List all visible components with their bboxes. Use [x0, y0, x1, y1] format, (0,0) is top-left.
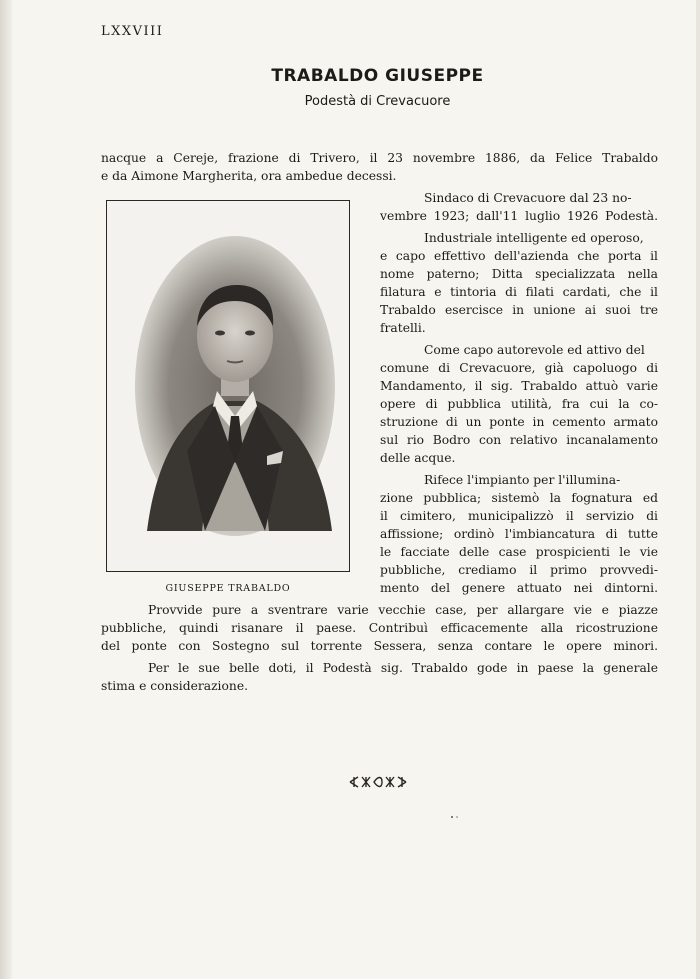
- text-line: filatura e tintoria di filati cardati, che il: [380, 285, 658, 299]
- text-line: fratelli.: [380, 321, 426, 335]
- text-line: e da Aimone Margherita, ora ambedue decessi.: [101, 169, 397, 183]
- text-line: Come capo autorevole ed attivo del: [424, 343, 645, 357]
- print-speck-icon: [450, 815, 464, 819]
- page-subtitle: Podestà di Crevacuore: [304, 94, 451, 109]
- text-line: zione pubblica; sistemò la fognatura ed: [380, 491, 658, 505]
- text-line: Sindaco di Crevacuore dal 23 no-: [424, 191, 632, 205]
- text-line: e capo effettivo dell'azienda che porta il: [380, 249, 658, 263]
- text-line: Per le sue belle doti, il Podestà sig. Trabaldo gode in paese la generale: [148, 661, 658, 675]
- text-line: Mandamento, il sig. Trabaldo attuò varie: [380, 379, 658, 393]
- text-line: Industriale intelligente ed operoso,: [424, 231, 644, 245]
- text-line: stima e considerazione.: [101, 679, 249, 693]
- text-line: vembre 1923; dall'11 luglio 1926 Podestà.: [380, 209, 658, 223]
- text-line: il cimitero, municipalizzò il servizio di: [380, 509, 658, 523]
- text-line: Trabaldo esercisce in unione ai suoi tre: [380, 303, 658, 317]
- portrait-photo: [106, 200, 350, 572]
- text-line: le facciate delle case prospicienti le vie: [380, 545, 658, 559]
- text-line: mento del genere attuato nei dintorni.: [380, 581, 658, 595]
- text-line: affissione; ordinò l'imbiancatura di tutte: [380, 527, 658, 541]
- text-line: pubbliche, quindi risanare il paese. Contribuì efficacemente alla ricostruzione: [101, 621, 658, 635]
- text-line: comune di Crevacuore, già capoluogo di: [380, 361, 658, 375]
- page-number: LXXVIII: [101, 24, 164, 39]
- ornament-icon: [348, 775, 408, 789]
- portrait-photo-icon: [107, 201, 349, 571]
- page-right-edge: [696, 0, 700, 979]
- text-line: struzione di un ponte in cemento armato: [380, 415, 658, 429]
- text-line: sul rio Bodro con relativo incanalamento: [380, 433, 658, 447]
- page-title: TRABALDO GIUSEPPE: [271, 66, 484, 86]
- text-line: Rifece l'impianto per l'illumina-: [424, 473, 621, 487]
- text-line: del ponte con Sostegno sul torrente Sessera, senza contare le opere minori.: [101, 639, 658, 653]
- text-line: delle acque.: [380, 451, 456, 465]
- text-line: opere di pubblica utilità, fra cui la co-: [380, 397, 658, 411]
- text-line: pubbliche, crediamo il primo provvedi-: [380, 563, 658, 577]
- page-binding-edge: [0, 0, 12, 979]
- photo-caption: GIUSEPPE TRABALDO: [165, 583, 291, 594]
- text-line: nome paterno; Ditta specializzata nella: [380, 267, 658, 281]
- text-line: Provvide pure a sventrare varie vecchie case, per allargare vie e piazze: [148, 603, 658, 617]
- text-line: nacque a Cereje, frazione di Trivero, il 23 novembre 1886, da Felice Trabaldo: [101, 151, 658, 165]
